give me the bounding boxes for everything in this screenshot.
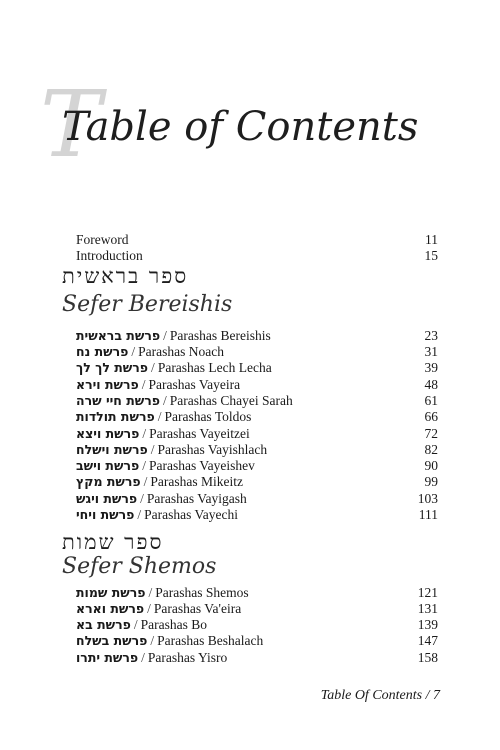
toc-entry[interactable]: פרשת חיי שרה / Parashas Chayei Sarah 61: [76, 393, 438, 408]
entry-english: Parashas Vayigash: [146, 491, 247, 506]
section-heading-hebrew: ספר בראשית: [62, 264, 189, 288]
entry-english: Parashas Vayeira: [148, 377, 241, 392]
toc-entry[interactable]: פרשת וישב / Parashas Vayeishev 90: [76, 458, 438, 473]
entry-english: Parashas Shemos: [155, 585, 249, 600]
entry-label: Foreword: [76, 232, 129, 247]
toc-entry[interactable]: פרשת בראשית / Parashas Bereishis 23: [76, 328, 438, 343]
page-title: [40, 71, 460, 178]
entry-hebrew: פרשת בשלח: [76, 633, 148, 648]
toc-entry[interactable]: פרשת וישלח / Parashas Vayishlach 82: [76, 442, 438, 457]
toc-entry[interactable]: פרשת שמות / Parashas Shemos 121: [76, 585, 438, 600]
entry-page-number: 147: [417, 633, 438, 648]
entry-page-number: 90: [424, 458, 438, 473]
entry-hebrew: פרשת וישלח: [76, 442, 148, 457]
entry-page-number: 158: [417, 650, 438, 665]
entry-hebrew: פרשת לך לך: [76, 360, 149, 375]
entry-page-number: 99: [424, 474, 438, 489]
entry-hebrew: פרשת שמות: [76, 585, 146, 600]
toc-entry[interactable]: פרשת יתרו / Parashas Yisro 158: [76, 650, 438, 665]
entry-page-number: 103: [417, 491, 438, 506]
entry-hebrew: פרשת ויגש: [76, 491, 138, 506]
entry-hebrew: פרשת מקץ: [76, 474, 141, 489]
running-footer: Table Of Contents / 7: [320, 688, 440, 703]
toc-entry[interactable]: פרשת ויגש / Parashas Vayigash 103: [76, 491, 438, 506]
entry-page-number: 15: [424, 248, 438, 263]
entry-label: Introduction: [76, 248, 143, 263]
entry-page-number: 39: [424, 360, 438, 375]
toc-entry[interactable]: פרשת וירא / Parashas Vayeira 48: [76, 377, 438, 392]
entry-english: Parashas Vayeitzei: [149, 426, 250, 441]
title-text: Table of Contents: [62, 104, 419, 150]
title-drop-letter: T: [40, 71, 102, 178]
toc-entry[interactable]: פרשת מקץ / Parashas Mikeitz 99: [76, 474, 438, 489]
toc-entry[interactable]: פרשת בשלח / Parashas Beshalach 147: [76, 633, 438, 648]
entry-english: Parashas Va'eira: [153, 601, 242, 616]
entry-english: Parashas Yisro: [147, 650, 228, 665]
entry-page-number: 66: [424, 409, 438, 424]
section-heading-english: Sefer Bereishis: [62, 292, 233, 317]
entry-english: Parashas Vayechi: [144, 507, 238, 522]
entry-page-number: 131: [417, 601, 438, 616]
entry-hebrew: פרשת וירא: [76, 377, 139, 392]
entry-english: Parashas Mikeitz: [150, 474, 244, 489]
section-heading-english: Sefer Shemos: [62, 554, 217, 579]
toc-entry[interactable]: פרשת לך לך / Parashas Lech Lecha 39: [76, 360, 438, 375]
toc-entry[interactable]: פרשת ויצא / Parashas Vayeitzei 72: [76, 426, 438, 441]
entry-page-number: 11: [425, 232, 438, 247]
entry-page-number: 121: [417, 585, 438, 600]
entry-english: Parashas Noach: [138, 344, 224, 359]
entry-english: Parashas Toldos: [164, 409, 252, 424]
entry-english: Parashas Chayei Sarah: [169, 393, 293, 408]
entry-english: Parashas Bo: [140, 617, 207, 632]
toc-entry[interactable]: פרשת נח / Parashas Noach 31: [76, 344, 438, 359]
entry-page-number: 31: [424, 344, 438, 359]
entry-hebrew: פרשת תולדות: [76, 409, 155, 424]
entry-page-number: 23: [424, 328, 438, 343]
entry-english: Parashas Vayeishev: [148, 458, 255, 473]
entry-hebrew: פרשת וארא: [76, 601, 145, 616]
entry-english: Parashas Lech Lecha: [157, 360, 272, 375]
entry-hebrew: פרשת נח: [76, 344, 129, 359]
toc-entry-introduction[interactable]: [76, 248, 438, 264]
toc-entry-foreword[interactable]: [76, 232, 438, 248]
section-heading-hebrew: ספר שמות: [62, 530, 164, 554]
entry-hebrew: פרשת ויצא: [76, 426, 140, 441]
entry-hebrew: פרשת יתרו: [76, 650, 139, 665]
entry-hebrew: פרשת ויחי: [76, 507, 135, 522]
entry-hebrew: פרשת בראשית: [76, 328, 161, 343]
entry-english: Parashas Beshalach: [157, 633, 264, 648]
entry-page-number: 72: [424, 426, 438, 441]
entry-page-number: 139: [417, 617, 438, 632]
entry-page-number: 82: [424, 442, 438, 457]
toc-entry[interactable]: פרשת תולדות / Parashas Toldos 66: [76, 409, 438, 424]
entry-page-number: 48: [424, 377, 438, 392]
entry-english: Parashas Vayishlach: [157, 442, 268, 457]
toc-entry[interactable]: פרשת ויחי / Parashas Vayechi 111: [76, 507, 438, 522]
entry-page-number: 111: [418, 507, 438, 522]
toc-entry[interactable]: פרשת בא / Parashas Bo 139: [76, 617, 438, 632]
entry-hebrew: פרשת בא: [76, 617, 131, 632]
entry-page-number: 61: [424, 393, 438, 408]
entry-hebrew: פרשת חיי שרה: [76, 393, 161, 408]
entry-english: Parashas Bereishis: [169, 328, 271, 343]
entry-hebrew: פרשת וישב: [76, 458, 140, 473]
toc-entry[interactable]: פרשת וארא / Parashas Va'eira 131: [76, 601, 438, 616]
